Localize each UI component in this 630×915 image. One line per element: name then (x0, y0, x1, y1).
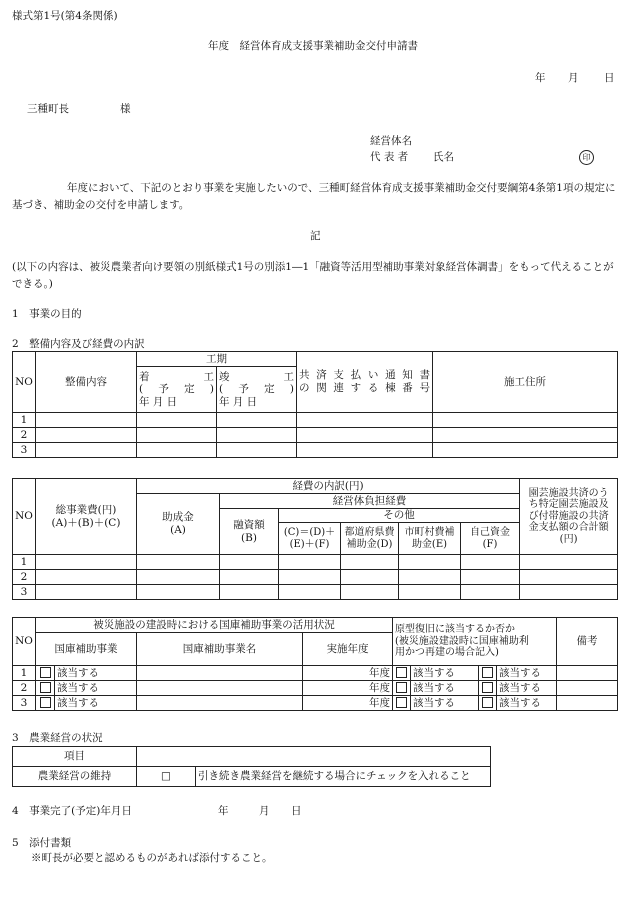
restore-checkbox[interactable] (479, 681, 497, 696)
t2-city-header: 市町村費補 助金(E) (399, 523, 461, 555)
restore-checkbox[interactable] (393, 681, 411, 696)
farm-item-label: 農業経営の維持 (13, 767, 137, 787)
expense-table (12, 478, 618, 600)
t2-own-header: 自己資金 (F) (461, 523, 520, 555)
t3-remarks-header: 備考 (557, 618, 618, 666)
t2-self-burden-header: 経営体負担経費 (220, 494, 520, 509)
table-row: 3 該当する 年度 該当する 該当する (13, 696, 618, 711)
intro-paragraph: 年度において、下記のとおり事業を実施したいので、三種町経営体育成支援事業補助金交付要綱第4条第1項の規定に基づき、補助金の交付を申請します。 (12, 182, 616, 211)
table-row: 3 (13, 585, 618, 600)
document-title: 年度 経営体育成支援事業補助金交付申請書 (208, 40, 418, 52)
usage-checkbox[interactable] (36, 681, 55, 696)
t1-end-header: 竣 工 (予定) 年 月 日 (217, 367, 297, 413)
ki-label: 記 (310, 230, 321, 242)
table-row: 2 (13, 428, 618, 443)
addressee-suffix: 様 (120, 103, 131, 115)
t2-no-header: NO (13, 479, 36, 555)
t2-other-c-header: (C)＝(D)＋ (E)＋(F) (279, 523, 341, 555)
t2-subsidy-header: 助成金 (A) (137, 494, 220, 555)
farm-continue-description: 引き続き農業経営を継続する場合にチェックを入れること (196, 767, 491, 787)
usage-checkbox[interactable] (36, 666, 55, 681)
applicant-org-label: 経営体名 (370, 135, 412, 147)
restore-checkbox[interactable] (479, 666, 497, 681)
farm-continue-checkbox[interactable]: □ (137, 767, 196, 787)
t1-period-header: 工期 (137, 352, 297, 367)
representative-label: 代 表 者 (370, 151, 409, 163)
usage-checkbox[interactable] (36, 696, 55, 711)
t3-no-header: NO (13, 618, 36, 666)
attachment-note: ※町長が必要と認めるものがあれば添付すること。 (31, 852, 273, 864)
table-row: 1 (13, 413, 618, 428)
completion-day-label: 日 (291, 805, 302, 817)
table-row: 2 (13, 570, 618, 585)
t3-usage-header: 被災施設の建設時における国庫補助事業の活用状況 (36, 618, 393, 633)
completion-month-label: 月 (259, 805, 270, 817)
t2-total-header: 総事業費(円) (A)＋(B)＋(C) (36, 479, 137, 555)
t1-notice-header: 共済支払い通知書 の関連する棟番号 (297, 352, 433, 413)
date-year-label: 年 (535, 72, 546, 84)
addressee: 三種町長 (27, 103, 69, 115)
section3-title: 3 農業経営の状況 (12, 732, 103, 744)
t2-loan-header: 融資額 (B) (220, 509, 279, 555)
t3-restore-header: 原型復旧に該当するか否か (被災施設建設時に国庫補助利 用かつ再建の場合記入) (393, 618, 557, 666)
t2-breakdown-header: 経費の内訳(円) (137, 479, 520, 494)
seal-mark: 印 (579, 150, 594, 165)
construction-table (12, 351, 618, 458)
form-number: 様式第1号(第4条関係) (12, 10, 118, 22)
table-row: 2 該当する 年度 該当する 該当する (13, 681, 618, 696)
farm-item-header: 項目 (13, 747, 137, 767)
t1-content-header: 整備内容 (36, 352, 137, 413)
section4-title: 4 事業完了(予定)年月日 (12, 805, 132, 817)
substitution-note: (以下の内容は、被災農業者向け要領の別紙様式1号の別添1―1「融資等活用型補助事業対象経営体調書」をもって代えることができる。) (12, 261, 614, 290)
t2-pref-header: 都道府県費 補助金(D) (341, 523, 399, 555)
table-row: 1 該当する 年度 該当する 該当する (13, 666, 618, 681)
farm-status-table (12, 746, 491, 787)
table-row: 3 (13, 443, 618, 458)
date-day-label: 日 (604, 72, 615, 84)
section2-title: 2 整備内容及び経費の内訳 (12, 338, 145, 350)
section5-title: 5 添付書類 (12, 837, 72, 849)
completion-year-label: 年 (218, 805, 229, 817)
name-label: 氏名 (433, 151, 454, 163)
restore-checkbox[interactable] (479, 696, 497, 711)
t1-address-header: 施工住所 (433, 352, 618, 413)
subsidy-usage-table (12, 617, 618, 711)
t2-horticulture-header: 園芸施設共済のう ち特定園芸施設及 び付帯施設の共済 金支払額の合計額 (円) (520, 479, 618, 555)
t3-project-name-header: 国庫補助事業名 (137, 633, 303, 666)
date-month-label: 月 (568, 72, 579, 84)
t3-project-header: 国庫補助事業 (36, 633, 137, 666)
t2-other-header: その他 (279, 509, 520, 523)
section1-title: 1 事業の目的 (12, 308, 82, 320)
t1-no-header: NO (13, 352, 36, 413)
table-row: 1 (13, 555, 618, 570)
restore-checkbox[interactable] (393, 666, 411, 681)
restore-checkbox[interactable] (393, 696, 411, 711)
t3-year-header: 実施年度 (303, 633, 393, 666)
t1-start-header: 着 工 (予定) 年 月 日 (137, 367, 217, 413)
